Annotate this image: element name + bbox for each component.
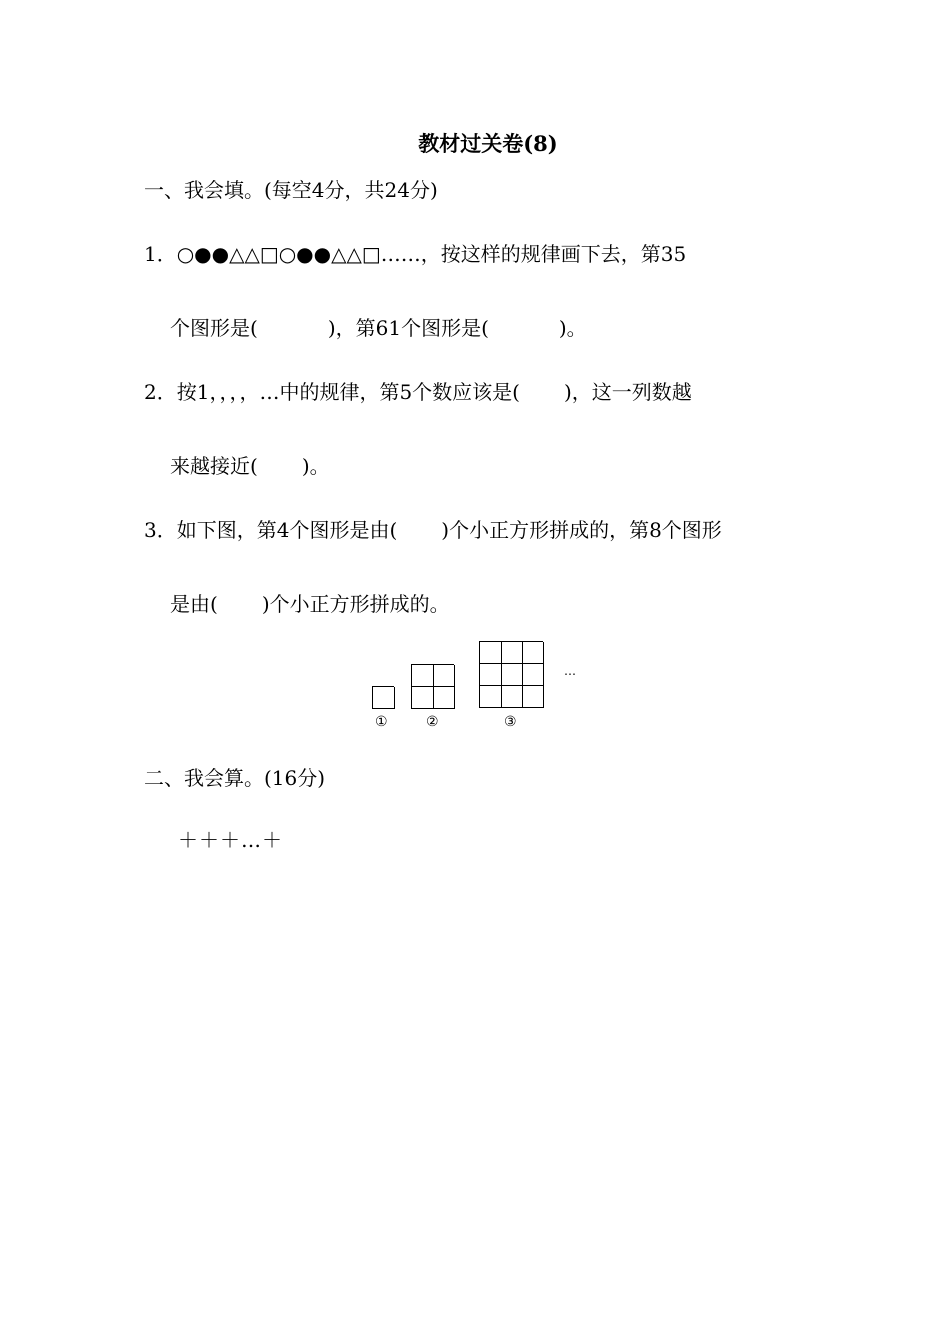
section-2-heading: 二、我会算。(16分) [144, 766, 326, 790]
q3-text-d: )个小正方形拼成的。 [261, 592, 450, 616]
grid-cell [501, 664, 523, 686]
question-3-line-2 [170, 590, 450, 618]
grid-cell [373, 687, 395, 709]
grid-cell [480, 686, 502, 708]
question-2-line-2 [170, 452, 330, 480]
grid-cell [412, 665, 434, 687]
grid-cell [433, 665, 455, 687]
grid-cell [480, 642, 502, 664]
grid-cell [501, 686, 523, 708]
q1-text-c: )。 [558, 316, 587, 340]
q2-text-a: 2．按1，，，，…中的规律，第5个数应该是( [144, 380, 520, 404]
grid-cell [501, 642, 523, 664]
question-1-line-1: 1．○●●△△□○●●△△□……，按这样的规律画下去，第35 [144, 242, 687, 266]
grid-cell [522, 664, 544, 686]
q3-text-c: 是由( [170, 592, 218, 616]
q1-text-a: 个图形是( [170, 316, 258, 340]
question-1-line-2 [170, 314, 587, 342]
figure-2-grid [411, 664, 454, 709]
grid-cell [522, 686, 544, 708]
continuation-ellipsis: … [564, 664, 576, 678]
q1-text-b: )，第61个图形是( [327, 316, 489, 340]
figure-1-grid [372, 686, 394, 709]
grid-cell [480, 664, 502, 686]
question-3-line-1 [144, 516, 722, 544]
grid-cell [433, 687, 455, 709]
q3-text-b: )个小正方形拼成的，第8个图形 [441, 518, 722, 542]
figure-2-label: ② [426, 714, 439, 730]
q2-text-b: )，这一列数越 [563, 380, 692, 404]
page-title: 教材过关卷(8) [418, 131, 558, 156]
question-2-line-1 [144, 378, 692, 406]
figure-1-label: ① [375, 714, 388, 730]
figure-3-label: ③ [504, 714, 517, 730]
figure-3-grid [479, 641, 543, 708]
q2-text-d: )。 [301, 454, 330, 478]
grid-cell [522, 642, 544, 664]
q2-text-c: 来越接近( [170, 454, 258, 478]
calculation-expression: ＋＋＋…＋ [178, 828, 283, 852]
q3-text-a: 3．如下图，第4个图形是由( [144, 518, 398, 542]
square-pattern-figure [360, 640, 600, 740]
section-1-heading: 一、我会填。(每空4分，共24分) [144, 178, 438, 202]
grid-cell [412, 687, 434, 709]
